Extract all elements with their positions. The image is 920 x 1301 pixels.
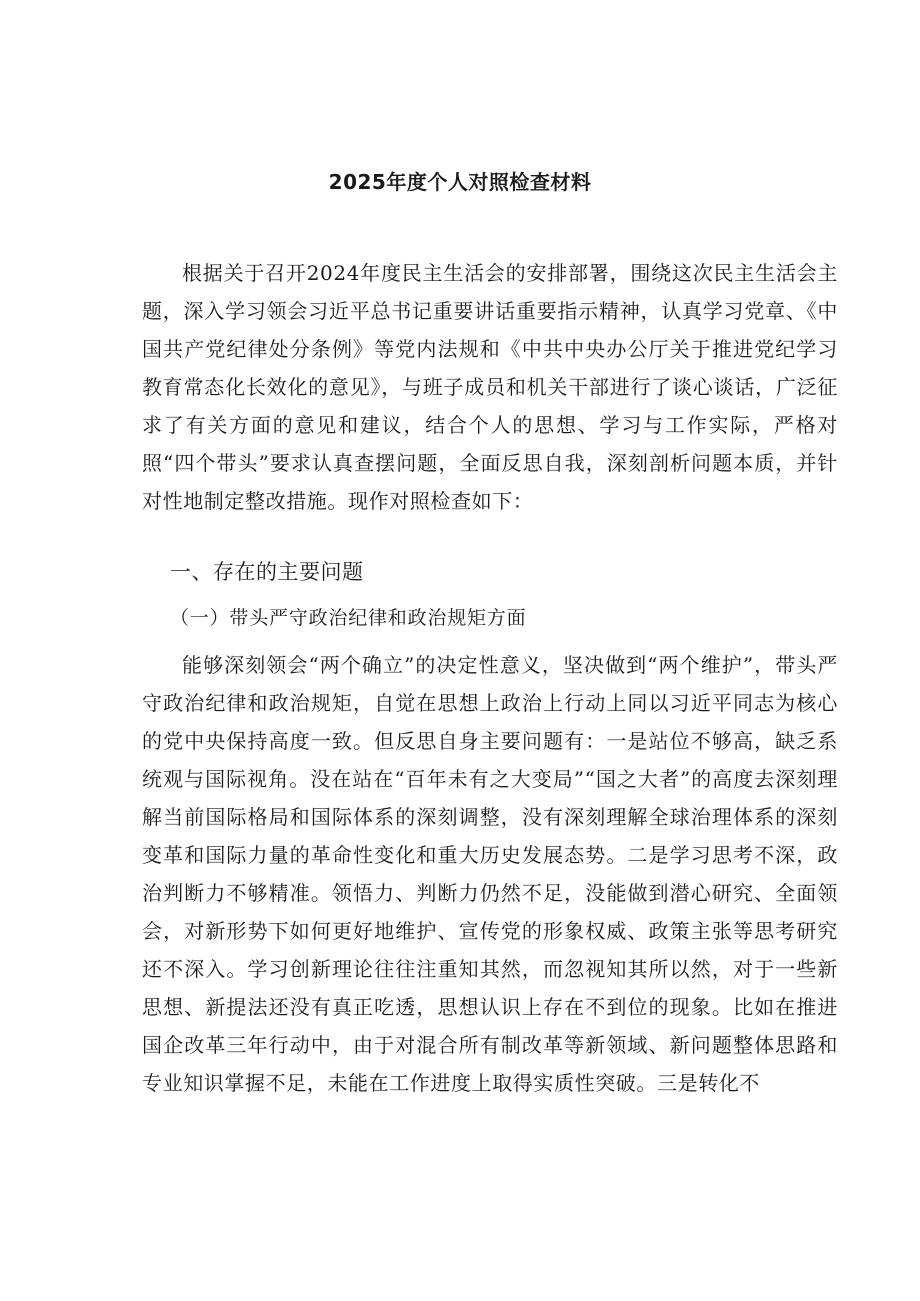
intro-paragraph: 根据关于召开2024年度民主生活会的安排部署，围绕这次民主生活会主题，深入学习领会习近平总书记重要讲话重要指示精神，认真学习党章、《中国共产党纪律处分条例》等党内法规和《中共中央办公厅关于推进党纪学习教育常态化长效化的意见》，与班子成员和机关干部进行了谈心谈话，广泛征求了有关方面的意见和建议，结合个人的思想、学习与工作实际，严格对照“四个带头”要求认真查摆问题，全面反思自我，深刻剖析问题本质，并针对性地制定整改措施。现作对照检查如下： (142, 261, 838, 513)
section-heading: 一、存在的主要问题 (170, 560, 364, 584)
body-paragraph: 能够深刻领会“两个确立”的决定性意义，坚决做到“两个维护”，带头严守政治纪律和政治规矩，自觉在思想上政治上行动上同以习近平同志为核心的党中央保持高度一致。但反思自身主要问题有：一是站位不够高，缺乏系统观与国际视角。没在站在“百年未有之大变局”“国之大者”的高度去深刻理解当前国际格局和国际体系的深刻调整，没有深刻理解全球治理体系的深刻变革和国际力量的革命性变化和重大历史发展态势。二是学习思考不深，政治判断力不够精准。领悟力、判断力仍然不足，没能做到潜心研究、全面领会，对新形势下如何更好地维护、宣传党的形象权威、政策主张等思考研究还不深入。学习创新理论往往注重知其然，而忽视知其所以然，对于一些新思想、新提法还没有真正吃透，思想认识上存在不到位的现象。比如在推进国企改革三年行动中，由于对混合所有制改革等新领域、新问题整体思路和专业知识掌握不足，未能在工作进度上取得实质性突破。三是转化不 (142, 653, 838, 1095)
document-title: 2025年度个人对照检查材料 (328, 170, 592, 194)
subsection-heading: （一）带头严守政治纪律和政治规矩方面 (170, 607, 527, 629)
